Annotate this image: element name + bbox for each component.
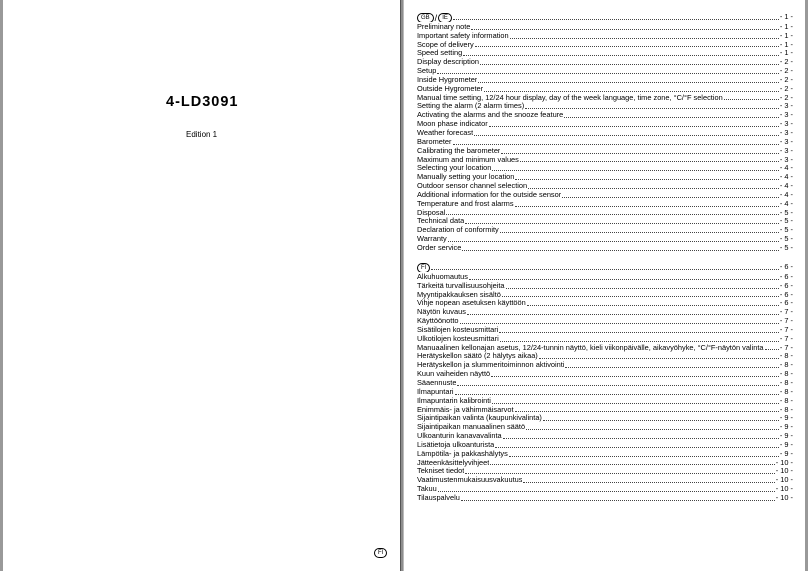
toc-entry-title: Scope of delivery: [417, 40, 474, 49]
toc-leader-dots: [469, 273, 779, 280]
toc-entry-title: Warranty: [417, 235, 447, 244]
toc-leader-dots: [528, 182, 779, 189]
toc-entry-title: Ilmapuntari: [417, 387, 454, 396]
toc-entry: [417, 352, 793, 361]
toc-entry-page: - 4 -: [779, 164, 793, 173]
toc-entry-title: Sijaintipaikan manuaalinen säätö: [417, 423, 526, 432]
toc-entry-page: - 7 -: [779, 334, 793, 343]
toc-entry-title: Vaatimustenmukaisuusvakuutus: [417, 476, 523, 485]
toc-entry-page: - 1 -: [779, 40, 793, 49]
toc-entry-page: - 5 -: [779, 226, 793, 235]
toc-leader-dots: [437, 67, 779, 74]
toc-leader-dots: [453, 13, 779, 20]
toc-entry-page: - 7 -: [779, 343, 793, 352]
toc-entry-title: Alkuhuomautus: [417, 272, 468, 281]
toc-entry-page: - 7 -: [779, 317, 793, 326]
toc-entry: [417, 173, 793, 182]
toc-leader-dots: [510, 32, 779, 39]
toc-entry-title: Maximum and minimum values: [417, 155, 519, 164]
footer-language-badge: FI: [374, 548, 387, 558]
toc-entry: [417, 317, 793, 326]
toc-leader-dots: [502, 291, 779, 298]
toc-entry-title: Important safety information: [417, 31, 509, 40]
toc-entry-page: - 3 -: [779, 111, 793, 120]
toc-entry: [417, 32, 793, 41]
toc-entry: [417, 450, 793, 459]
toc-finnish-start-page: - 6 -: [779, 263, 793, 271]
toc-entry-title: Tärkeitä turvallisuusohjeita: [417, 281, 505, 290]
toc-entry-page: - 9 -: [779, 432, 793, 441]
toc-entry-page: - 4 -: [779, 173, 793, 182]
toc-entry-page: - 8 -: [779, 405, 793, 414]
toc-entry: [417, 326, 793, 335]
toc-entry-title: Lisätietoja ulkoanturista: [417, 440, 495, 449]
toc-leader-dots: [462, 244, 779, 251]
toc-finnish-lang-codes: [417, 263, 430, 272]
right-page: [404, 0, 808, 571]
left-page: [0, 0, 400, 571]
toc-leader-dots: [438, 485, 775, 492]
edition-label: Edition 1: [186, 130, 218, 139]
toc-entry-title: Herätyskellon ja slummeritoiminnon aktivointi: [417, 361, 565, 370]
toc-english: [417, 13, 793, 253]
toc-leader-dots: [506, 282, 779, 289]
toc-leader-dots: [431, 263, 779, 270]
toc-entry: [417, 282, 793, 291]
toc-finnish-list: [417, 273, 793, 503]
toc-leader-dots: [562, 191, 779, 198]
toc-leader-dots: [492, 397, 779, 404]
toc-entry-page: - 10 -: [775, 493, 793, 502]
model-number: 4-LD3091: [166, 94, 239, 110]
toc-entry: [417, 291, 793, 300]
toc-entry: [417, 209, 793, 218]
toc-entry: [417, 244, 793, 253]
toc-entry-title: Tekniset tiedot: [417, 467, 465, 476]
toc-entry: [417, 191, 793, 200]
toc-entry-title: Inside Hygrometer: [417, 75, 478, 84]
toc-leader-dots: [526, 423, 779, 430]
toc-english-lang-codes: [417, 13, 452, 22]
toc-entry-title: Myyntipakkauksen sisältö: [417, 290, 501, 299]
toc-entry: [417, 414, 793, 423]
toc-entry-title: Setup: [417, 67, 437, 76]
toc-entry: [417, 485, 793, 494]
toc-entry-page: - 4 -: [779, 182, 793, 191]
toc-entry-page: - 9 -: [779, 423, 793, 432]
toc-entry: [417, 217, 793, 226]
toc-leader-dots: [457, 379, 778, 386]
toc-entry-page: - 2 -: [779, 84, 793, 93]
toc-entry-page: - 8 -: [779, 352, 793, 361]
toc-entry: [417, 379, 793, 388]
toc-entry-title: Technical data: [417, 217, 465, 226]
toc-entry-title: Sijaintipaikan valinta (kaupunkivalinta): [417, 414, 542, 423]
toc-entry-title: Lämpötila- ja pakkashälytys: [417, 449, 508, 458]
toc-finnish: [417, 263, 793, 503]
toc-entry-page: - 5 -: [779, 235, 793, 244]
toc-entry: [417, 23, 793, 32]
toc-entry: [417, 397, 793, 406]
toc-leader-dots: [495, 441, 779, 448]
toc-entry: [417, 182, 793, 191]
toc-leader-dots: [515, 200, 779, 207]
toc-entry-title: Kuun vaiheiden näyttö: [417, 370, 491, 379]
toc-entry: [417, 156, 793, 165]
toc-entry-page: - 10 -: [775, 458, 793, 467]
toc-entry: [417, 406, 793, 415]
toc-leader-dots: [465, 217, 779, 224]
toc-leader-dots: [500, 226, 779, 233]
toc-leader-dots: [489, 120, 779, 127]
toc-entry-title: Ulkoanturin kanavavalinta: [417, 432, 502, 441]
toc-entry-page: - 6 -: [779, 299, 793, 308]
toc-entry: [417, 49, 793, 58]
toc-entry-page: - 2 -: [779, 58, 793, 67]
toc-entry-title: Säaennuste: [417, 378, 457, 387]
toc-entry: [417, 388, 793, 397]
toc-entry-title: Declaration of conformity: [417, 226, 499, 235]
toc-entry-title: Outside Hygrometer: [417, 84, 484, 93]
toc-entry-title: Käyttöönotto: [417, 317, 459, 326]
toc-entry-page: - 10 -: [775, 476, 793, 485]
toc-entry-title: Vihje nopean asetuksen käyttöön: [417, 299, 526, 308]
toc-entry: [417, 335, 793, 344]
toc-entry-title: Barometer: [417, 137, 452, 146]
toc-entry-title: Näytön kuvaus: [417, 308, 466, 317]
toc-entry: [417, 111, 793, 120]
toc-entry-page: - 9 -: [779, 440, 793, 449]
toc-entry: [417, 94, 793, 103]
toc-entry-title: Tilauspalvelu: [417, 493, 460, 502]
toc-entry: [417, 129, 793, 138]
toc-entry-page: - 8 -: [779, 370, 793, 379]
lang-badge-gb: GB: [417, 13, 434, 22]
toc-entry-page: - 8 -: [779, 396, 793, 405]
toc-entry-page: - 3 -: [779, 146, 793, 155]
toc-entry-page: - 5 -: [779, 208, 793, 217]
toc-entry-page: - 1 -: [779, 22, 793, 31]
toc-leader-dots: [765, 344, 779, 351]
toc-leader-dots: [539, 352, 779, 359]
toc-entry-page: - 3 -: [779, 120, 793, 129]
toc-english-list: [417, 23, 793, 253]
toc-entry-page: - 1 -: [779, 31, 793, 40]
toc-entry-page: - 6 -: [779, 281, 793, 290]
toc-entry-title: Enimmäis- ja vähimmäisarvot: [417, 405, 514, 414]
toc-entry-title: Order service: [417, 243, 462, 252]
toc-entry-title: Display description: [417, 58, 480, 67]
toc-leader-dots: [465, 467, 775, 474]
toc-entry-title: Preliminary note: [417, 22, 471, 31]
toc-leader-dots: [478, 76, 778, 83]
toc-leader-dots: [455, 388, 779, 395]
toc-entry: [417, 494, 793, 503]
toc-entry-title: Manual time setting, 12/24 hour display, day of the week language, time zone, °C/°F selection: [417, 93, 723, 102]
toc-entry: [417, 147, 793, 156]
toc-entry-page: - 6 -: [779, 272, 793, 281]
toc-leader-dots: [527, 299, 779, 306]
toc-leader-dots: [475, 41, 779, 48]
toc-entry: [417, 120, 793, 129]
lang-badge-ie: IE: [438, 13, 452, 22]
toc-entry-page: - 3 -: [779, 137, 793, 146]
toc-english-header: [417, 13, 793, 22]
toc-entry-title: Calibrating the barometer: [417, 146, 501, 155]
toc-entry-title: Outdoor sensor channel selection: [417, 182, 528, 191]
toc-entry: [417, 299, 793, 308]
toc-leader-dots: [461, 494, 775, 501]
toc-entry-title: Weather forecast: [417, 128, 474, 137]
toc-leader-dots: [525, 102, 779, 109]
toc-entry: [417, 459, 793, 468]
toc-entry-title: Moon phase indicator: [417, 120, 488, 129]
lang-separator: /: [434, 13, 438, 22]
toc-entry-page: - 5 -: [779, 243, 793, 252]
left-page-edge: [0, 0, 3, 571]
toc-leader-dots: [500, 335, 779, 342]
toc-leader-dots: [520, 156, 779, 163]
toc-entry-page: - 3 -: [779, 102, 793, 111]
toc-leader-dots: [564, 111, 779, 118]
toc-finnish-header: [417, 263, 793, 272]
toc-entry: [417, 235, 793, 244]
toc-entry-page: - 2 -: [779, 75, 793, 84]
toc-leader-dots: [471, 23, 778, 30]
toc-entry-title: Manually setting your location: [417, 173, 515, 182]
toc-leader-dots: [523, 476, 774, 483]
toc-leader-dots: [446, 209, 779, 216]
toc-entry-title: Sisätilojen kosteusmittari: [417, 325, 499, 334]
toc-entry: [417, 76, 793, 85]
toc-entry: [417, 423, 793, 432]
toc-entry-page: - 5 -: [779, 217, 793, 226]
toc-entry-page: - 7 -: [779, 308, 793, 317]
toc-entry: [417, 164, 793, 173]
toc-leader-dots: [448, 235, 779, 242]
toc-entry: [417, 361, 793, 370]
toc-leader-dots: [515, 406, 779, 413]
toc-leader-dots: [492, 164, 778, 171]
toc-entry: [417, 273, 793, 282]
toc-leader-dots: [565, 361, 778, 368]
toc-entry-page: - 7 -: [779, 325, 793, 334]
toc-entry-title: Speed setting: [417, 49, 463, 58]
toc-entry-title: Disposal: [417, 208, 446, 217]
toc-entry-title: Ilmapuntarin kalibrointi: [417, 396, 491, 405]
lang-badge-fi: FI: [417, 263, 430, 272]
toc-entry-title: Ulkotilojen kosteusmittari: [417, 334, 499, 343]
toc-entry: [417, 85, 793, 94]
toc-leader-dots: [484, 85, 779, 92]
toc-entry-page: - 4 -: [779, 190, 793, 199]
toc-entry-page: - 3 -: [779, 128, 793, 137]
toc-entry: [417, 226, 793, 235]
toc-leader-dots: [463, 49, 779, 56]
toc-leader-dots: [474, 129, 779, 136]
toc-entry-title: Jätteenkäsittelyvihjeet: [417, 458, 490, 467]
toc-entry-title: Setting the alarm (2 alarm times): [417, 102, 525, 111]
toc-leader-dots: [501, 147, 778, 154]
toc-entry: [417, 102, 793, 111]
toc-entry-page: - 10 -: [775, 485, 793, 494]
toc-entry-title: Manuaalinen kellonajan asetus, 12/24-tunnin näyttö, kieli viikonpäivälle, aikavyöhyke, °C/°F-näytön valinta: [417, 343, 764, 352]
toc-entry-page: - 8 -: [779, 361, 793, 370]
toc-english-start-page: - 1 -: [779, 13, 793, 21]
toc-entry: [417, 308, 793, 317]
toc-entry-page: - 2 -: [779, 93, 793, 102]
toc-entry-title: Herätyskellon säätö (2 hälytys aikaa): [417, 352, 538, 361]
toc-leader-dots: [515, 173, 778, 180]
toc-entry-title: Selecting your location: [417, 164, 492, 173]
toc-leader-dots: [509, 450, 779, 457]
toc-leader-dots: [503, 432, 779, 439]
toc-entry: [417, 58, 793, 67]
toc-entry: [417, 476, 793, 485]
toc-entry: [417, 41, 793, 50]
toc-entry: [417, 138, 793, 147]
toc-entry-page: - 10 -: [775, 467, 793, 476]
toc-leader-dots: [724, 94, 779, 101]
toc-entry-page: - 9 -: [779, 449, 793, 458]
toc-leader-dots: [499, 326, 779, 333]
toc-entry-title: Additional information for the outside sensor: [417, 190, 562, 199]
toc-entry: [417, 200, 793, 209]
toc-entry-title: Activating the alarms and the snooze feature: [417, 111, 564, 120]
toc-leader-dots: [453, 138, 779, 145]
toc-entry-page: - 6 -: [779, 290, 793, 299]
toc-entry: [417, 370, 793, 379]
toc-entry-page: - 4 -: [779, 199, 793, 208]
toc-entry-page: - 8 -: [779, 387, 793, 396]
toc-entry-page: - 3 -: [779, 155, 793, 164]
toc-entry: [417, 344, 793, 353]
toc-entry-page: - 8 -: [779, 378, 793, 387]
toc-entry: [417, 467, 793, 476]
toc-entry: [417, 432, 793, 441]
toc-entry: [417, 441, 793, 450]
toc-entry-page: - 9 -: [779, 414, 793, 423]
toc-leader-dots: [490, 459, 774, 466]
toc-leader-dots: [460, 317, 779, 324]
toc-leader-dots: [467, 308, 779, 315]
toc-leader-dots: [491, 370, 779, 377]
toc-leader-dots: [480, 58, 779, 65]
toc-entry-title: Takuu: [417, 485, 437, 494]
toc-entry: [417, 67, 793, 76]
toc-entry-title: Temperature and frost alarms: [417, 199, 514, 208]
toc-entry-page: - 1 -: [779, 49, 793, 58]
toc-entry-page: - 2 -: [779, 67, 793, 76]
toc-leader-dots: [543, 414, 779, 421]
